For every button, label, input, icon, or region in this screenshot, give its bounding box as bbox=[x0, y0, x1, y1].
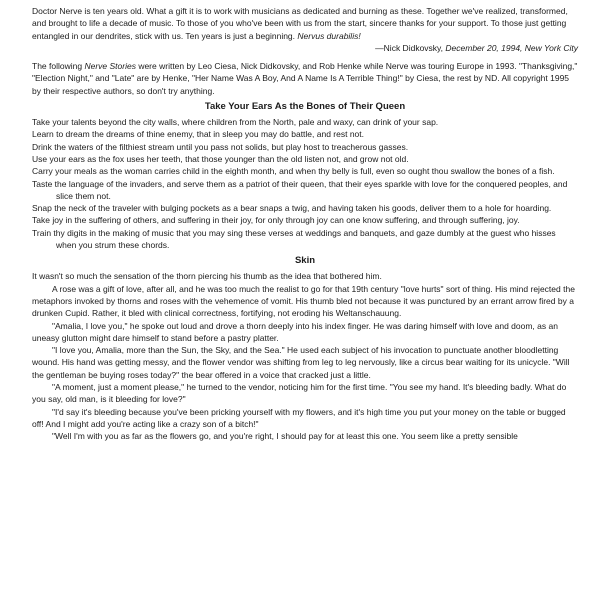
intro-paragraph bbox=[32, 5, 578, 42]
signature-date: December 20, 1994, New York City bbox=[445, 42, 578, 53]
verse-line: Take your talents beyond the city walls, where children from the North, pale and waxy, can drink of your sap. bbox=[32, 117, 439, 128]
story-paragraph: "Well I'm with you as far as the flowers go, and you're right, I should pay for at least this one. You seem like a pretty sensible bbox=[52, 431, 518, 442]
story-paragraph: It wasn't so much the sensation of the thorn piercing his thumb as the idea that bothered him. bbox=[32, 271, 382, 282]
signature-name: —Nick Didkovsky, bbox=[375, 42, 446, 53]
verse-line: Snap the neck of the traveler with bulging pockets as a bear snaps a twig, and having taken his goods, deliver them to a hole for hoarding. bbox=[32, 203, 552, 214]
story-body bbox=[32, 270, 578, 442]
story-paragraph: "I'd say it's bleeding because you've been pricking yourself with my flowers, and it's high time you put your money on the table or bugged off! And I might add you're acting like a crazy son of a bitch!" bbox=[32, 406, 566, 429]
intro-text: Doctor Nerve is ten years old. What a gift it is to work with musicians as dedicated and burning as these. Together we've realized, transformed, and brought to life a decade of music. To those of you who've been with us from the start, sincere thanks for your support. To those just getting entangled in our dendrites, stick with us. Ten years is just a beginning. bbox=[32, 6, 568, 41]
signature-line bbox=[32, 42, 578, 54]
verse-line: Train thy digits in the making of music that you may sing these verses at weddings and banquets, and gaze dumbly at the guest who hisses when you strum these chords. bbox=[32, 227, 556, 251]
intro-motto: Nervus durabilis! bbox=[297, 30, 361, 41]
credits-book-title: Nerve Stories bbox=[84, 61, 136, 72]
section-title-queen: Take Your Ears As the Bones of Their Queen bbox=[204, 101, 406, 113]
verse-line: Drink the waters of the filthiest stream until you pass not solids, but play host to treacherous gasses. bbox=[32, 141, 409, 152]
verse-line: Learn to dream the dreams of thine enemy, that in sleep you may do battle, and rest not. bbox=[32, 129, 365, 140]
verse-line: Use your ears as the fox uses her teeth, that those younger than the old listen not, and grow not old. bbox=[32, 153, 409, 164]
section-title-skin: Skin bbox=[294, 255, 316, 267]
story-paragraph: "A moment, just a moment please," he turned to the vendor, noticing him for the first time. "You see my hand. It's bleeding badly. What do you say, old man, is it bleeding for love?" bbox=[32, 382, 567, 405]
story-paragraph: "I love you, Amalia, more than the Sun, the Sky, and the Sea." He used each subject of his invocation to punctuate another bloodletting wound. His hand was getting messy, and the flower vendor was shifting from leg to leg nervously, like a circus bear waiting for its unicycle. "Will the gentleman be buying roses today?" the bear offered in a voice that cracked just a little. bbox=[32, 345, 570, 380]
verse-line: Carry your meals as the woman carries child in the eighth month, and when thy belly is full, even so ought thou swallow the bones of a fish. bbox=[32, 166, 555, 177]
credits-text-a: The following bbox=[32, 61, 85, 72]
story-paragraph: "Amalia, I love you," he spoke out loud and drove a thorn deeply into his index finger. He was daring himself with love and doom, as an uneasy glutton might dare himself to stand before a pastry platter. bbox=[32, 320, 558, 343]
verse-line: Take joy in the suffering of others, and suffering in their joy, for only through joy can one know suffering, and through suffering, joy. bbox=[32, 215, 520, 226]
verse-list bbox=[32, 116, 578, 251]
credits-paragraph bbox=[32, 60, 578, 97]
verse-line: Taste the language of the invaders, and serve them as a patriot of their queen, that their eyes sparkle with love for the conquered peoples, and slice them not. bbox=[32, 178, 568, 201]
story-paragraph: A rose was a gift of love, after all, and he was too much the realist to go for that 19th century "love hurts" sort of thing. His mind rejected the metaphors invoked by thorns and roses with the vehemence of vomit. His thumb bled not because it was punctured by an errant arrow fired by a drunken Cupid. Rather, it bled with clinical correctness, fortifying, not eroding his Weltanschauung. bbox=[32, 283, 575, 319]
credits-text-b: were written by Leo Ciesa, Nick Didkovsky, and Rob Henke while Nerve was touring Europe in 1993. "Thanksgiving," "Election Night," and "Late" are by Henke, "Her Name Was A Boy, And A Name Is A Terrible Thing!" by Ciesa, the rest by ND. All copyright 1995 by their respective authors, so don't try anything. bbox=[32, 61, 578, 96]
